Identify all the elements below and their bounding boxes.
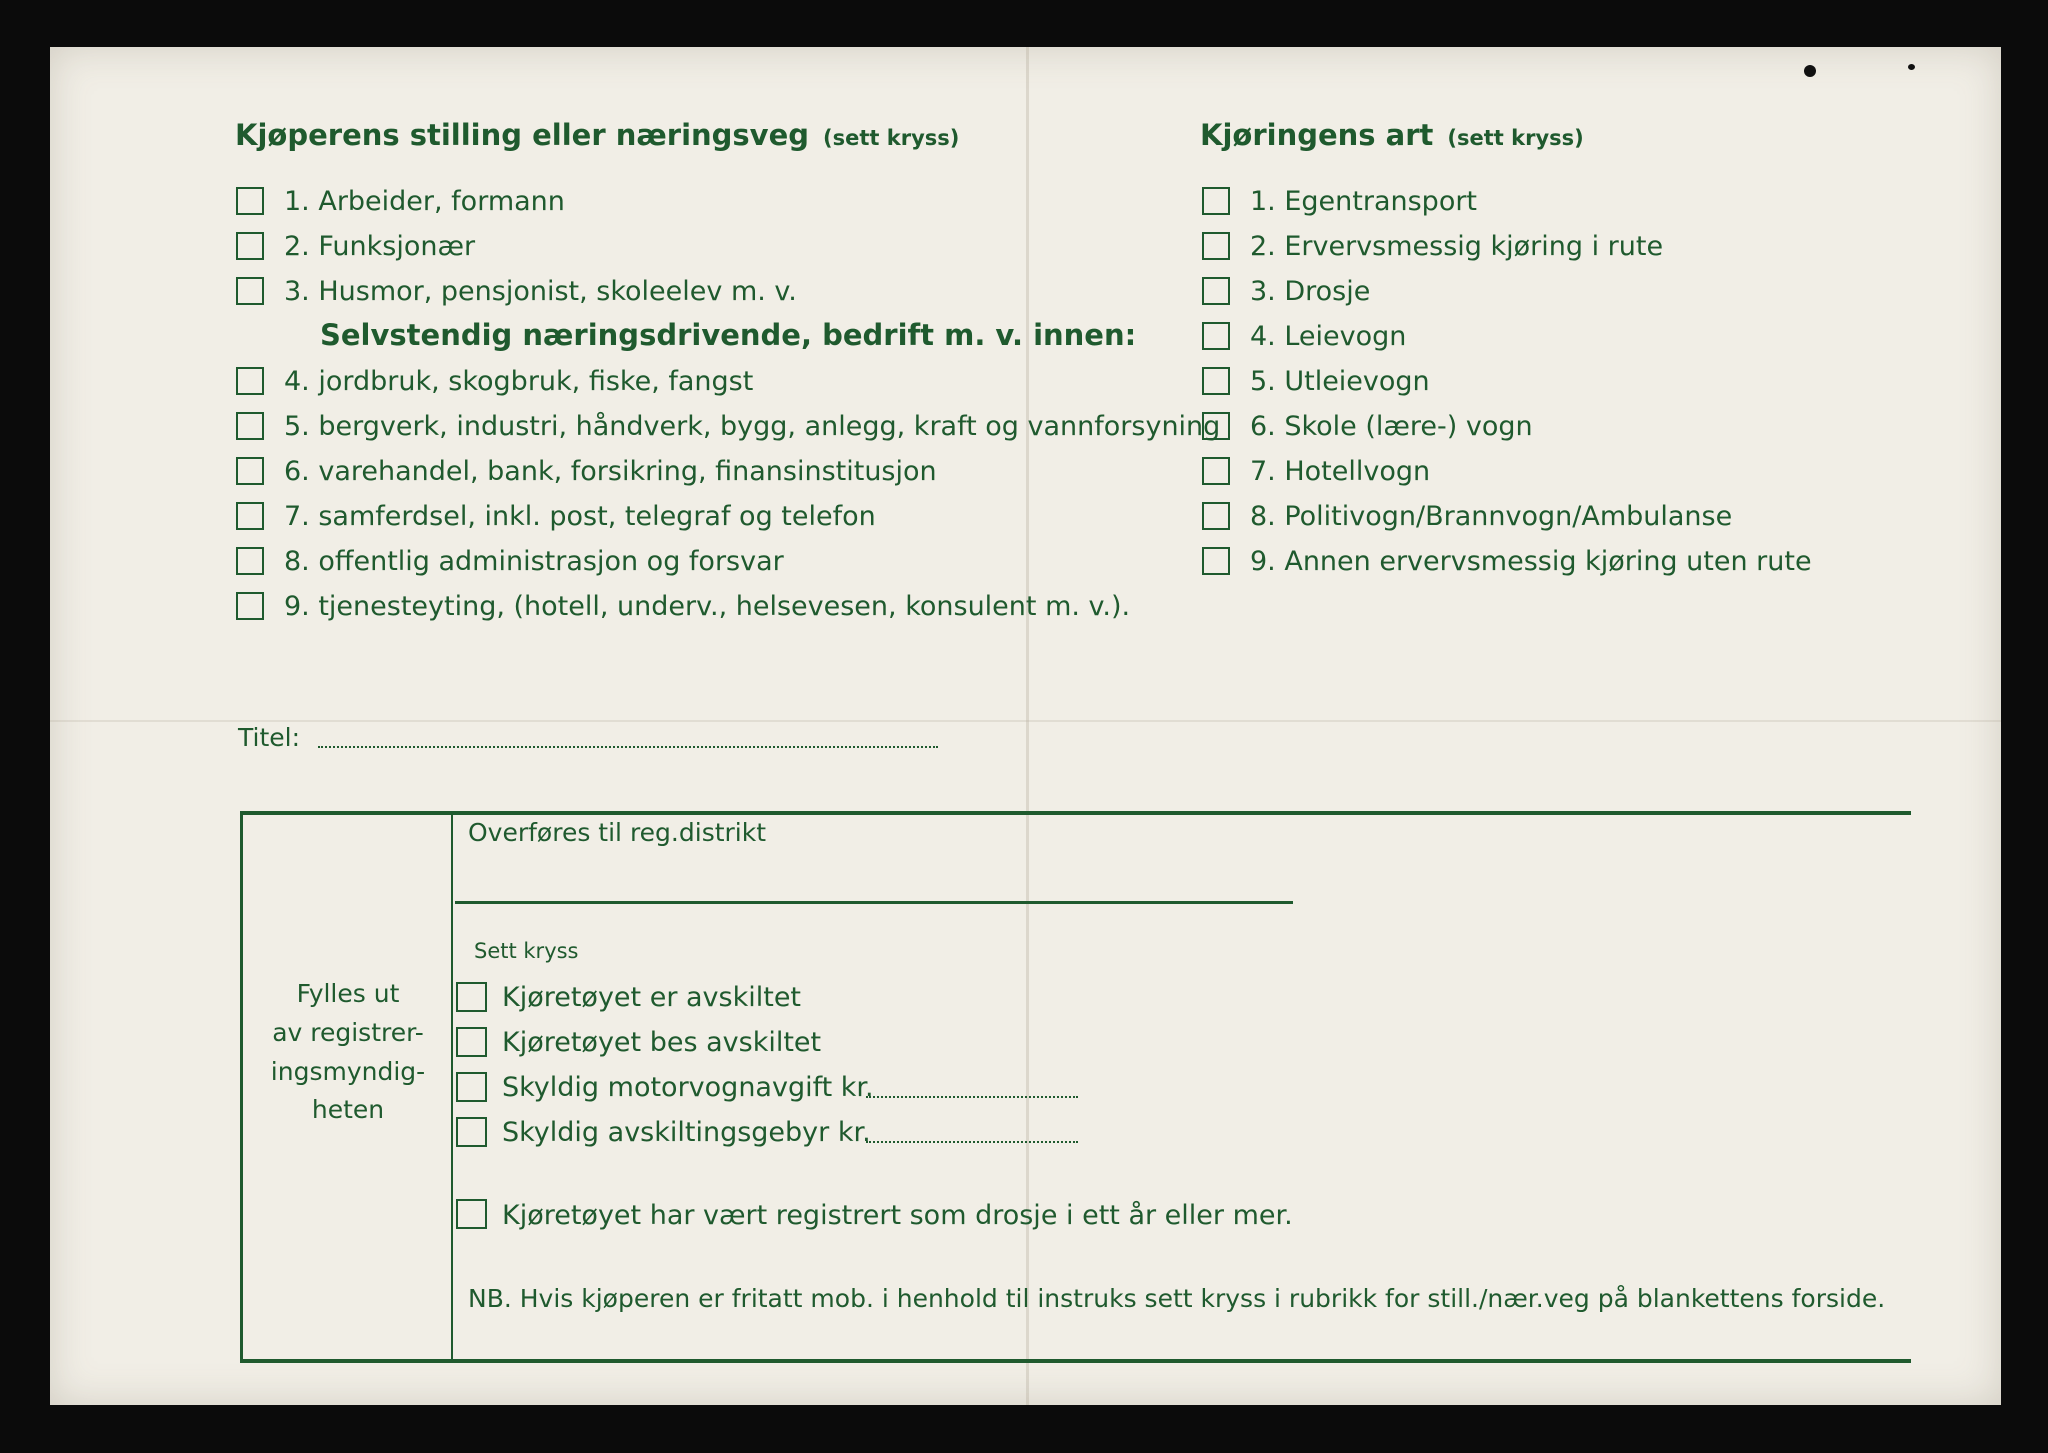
checkbox-kjoring-4[interactable] [1202, 322, 1230, 350]
registry-side-label [248, 975, 448, 1130]
kjoring-option-8: 8. Politivogn/Brannvogn/Ambulanse [1250, 501, 1733, 532]
checkbox-stilling-5[interactable] [236, 412, 264, 440]
stilling-option-3: 3. Husmor, pensjonist, skoleelev m. v. [284, 276, 797, 307]
selvstendig-subheading: Selvstendig næringsdrivende, bedrift m. v. innen: [320, 318, 1137, 352]
motorvognavgift-label: Skyldig motorvognavgift kr. [502, 1072, 874, 1103]
stilling-option-1: 1. Arbeider, formann [284, 186, 565, 217]
ink-spot [1804, 65, 1816, 77]
transfer-underline [455, 901, 1293, 904]
right-heading-note: (sett kryss) [1447, 126, 1584, 150]
left-section-heading [235, 118, 960, 152]
kjoring-option-1: 1. Egentransport [1250, 186, 1478, 217]
checkbox-kjoring-3[interactable] [1202, 277, 1230, 305]
checkbox-kjoring-7[interactable] [1202, 457, 1230, 485]
fold-line-horizontal [50, 720, 2001, 722]
motorvognavgift-amount-line[interactable] [866, 1096, 1078, 1098]
sett-kryss-label: Sett kryss [474, 939, 579, 963]
side-label-line-2: av registrer- [272, 1017, 424, 1047]
avskiltingsgebyr-label: Skyldig avskiltingsgebyr kr. [502, 1117, 871, 1148]
left-heading-note: (sett kryss) [823, 126, 960, 150]
checkbox-kjoring-8[interactable] [1202, 502, 1230, 530]
kjoring-option-3: 3. Drosje [1250, 276, 1371, 307]
box-bottom-border [242, 1359, 1911, 1363]
avskiltet-label: Kjøretøyet er avskiltet [502, 982, 802, 1013]
kjoring-option-9: 9. Annen ervervsmessig kjøring uten rute [1250, 546, 1812, 577]
side-label-line-4: heten [311, 1095, 385, 1125]
box-top-border [242, 811, 1911, 815]
checkbox-motorvognavgift[interactable] [456, 1072, 487, 1102]
stilling-option-7: 7. samferdsel, inkl. post, telegraf og telefon [284, 501, 876, 532]
right-heading-text: Kjøringens art [1200, 118, 1434, 152]
kjoring-option-7: 7. Hotellvogn [1250, 456, 1431, 487]
kjoring-option-4: 4. Leievogn [1250, 321, 1407, 352]
right-section-heading [1200, 118, 1584, 152]
left-heading-text: Kjøperens stilling eller næringsveg [235, 118, 810, 152]
checkbox-stilling-8[interactable] [236, 547, 264, 575]
nb-note: NB. Hvis kjøperen er fritatt mob. i henhold til instruks sett kryss i rubrikk for still./nær.veg på blankettens forside. [468, 1284, 1886, 1313]
stilling-option-6: 6. varehandel, bank, forsikring, finansinstitusjon [284, 456, 937, 487]
box-left-border [240, 811, 243, 1363]
checkbox-avskiltet[interactable] [456, 982, 487, 1012]
stilling-option-5: 5. bergverk, industri, håndverk, bygg, anlegg, kraft og vannforsyning [284, 411, 1221, 442]
checkbox-stilling-7[interactable] [236, 502, 264, 530]
box-column-divider [451, 811, 453, 1363]
checkbox-kjoring-2[interactable] [1202, 232, 1230, 260]
stilling-option-9: 9. tjenesteyting, (hotell, underv., helsevesen, konsulent m. v.). [284, 591, 1131, 622]
ink-spot [1908, 64, 1915, 70]
titel-label: Titel: [238, 723, 300, 752]
kjoring-option-5: 5. Utleievogn [1250, 366, 1430, 397]
checkbox-drosje-registrert[interactable] [456, 1199, 487, 1229]
checkbox-stilling-3[interactable] [236, 277, 264, 305]
checkbox-stilling-1[interactable] [236, 187, 264, 215]
titel-input-line[interactable] [318, 746, 938, 748]
checkbox-stilling-9[interactable] [236, 592, 264, 620]
avskiltingsgebyr-amount-line[interactable] [866, 1141, 1078, 1143]
checkbox-kjoring-5[interactable] [1202, 367, 1230, 395]
side-label-line-1: Fylles ut [296, 979, 400, 1008]
stilling-option-4: 4. jordbruk, skogbruk, fiske, fangst [284, 366, 754, 397]
kjoring-option-2: 2. Ervervsmessig kjøring i rute [1250, 231, 1664, 262]
checkbox-bes-avskiltet[interactable] [456, 1027, 487, 1057]
bes-avskiltet-label: Kjøretøyet bes avskiltet [502, 1027, 822, 1058]
checkbox-kjoring-1[interactable] [1202, 187, 1230, 215]
kjoring-option-6: 6. Skole (lære-) vogn [1250, 411, 1533, 442]
drosje-registrert-label: Kjøretøyet har vært registrert som drosje i ett år eller mer. [502, 1200, 1293, 1231]
stilling-option-2: 2. Funksjonær [284, 231, 476, 262]
checkbox-stilling-2[interactable] [236, 232, 264, 260]
checkbox-kjoring-9[interactable] [1202, 547, 1230, 575]
transfer-district-label: Overføres til reg.distrikt [468, 818, 767, 847]
checkbox-avskiltingsgebyr[interactable] [456, 1117, 487, 1147]
side-label-line-3: ingsmyndig- [270, 1056, 426, 1086]
checkbox-kjoring-6[interactable] [1202, 412, 1230, 440]
checkbox-stilling-4[interactable] [236, 367, 264, 395]
checkbox-stilling-6[interactable] [236, 457, 264, 485]
stilling-option-8: 8. offentlig administrasjon og forsvar [284, 546, 784, 577]
